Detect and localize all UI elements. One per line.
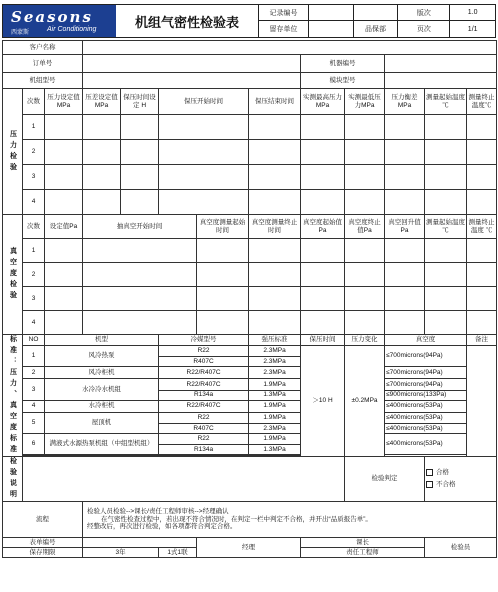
std-pressure: 1.9MPa — [249, 412, 301, 423]
std-pressure: 2.3MPa — [249, 367, 301, 379]
pass-option[interactable] — [426, 469, 495, 477]
std-remark[interactable] — [467, 346, 497, 457]
std-no: 3 — [23, 379, 45, 400]
std-model: 水冷冷水机组 — [45, 379, 159, 400]
page-value: 1/1 — [467, 25, 478, 33]
vacuum-row — [3, 311, 497, 335]
pressure-col-7: 实测最低压力MPa — [345, 89, 385, 115]
std-pressure: 1.9MPa — [249, 379, 301, 390]
info-row-model — [3, 73, 497, 89]
vacuum-col-6: 真空度终止值Pa — [345, 215, 385, 239]
std-refrigerant: R134a — [159, 390, 249, 400]
pressure-col-1: 压力设定值 MPa — [45, 89, 83, 115]
std-col-hold: 保压时间 — [301, 335, 345, 346]
vacuum-row — [3, 287, 497, 311]
logo-wordmark: Seasons — [11, 8, 93, 26]
std-refrigerant: R134a — [159, 445, 249, 455]
module-model-label: 模块型号 — [301, 73, 385, 89]
keep-unit-value: 品保部 — [354, 21, 399, 37]
standards-header-row — [3, 335, 497, 346]
fail-checkbox-icon[interactable] — [426, 481, 433, 488]
std-no: 2 — [23, 367, 45, 379]
form-no-label: 表单编号 — [3, 538, 83, 548]
keep-unit-label: 留存单位 — [259, 21, 309, 37]
std-no: 1 — [23, 346, 45, 367]
std-pressure: 1.9MPa — [249, 400, 301, 412]
std-refrigerant: R22 — [159, 433, 249, 444]
pressure-col-4: 保压开始时间 — [159, 89, 249, 115]
pressure-row — [3, 115, 497, 140]
fail-label: 不合格 — [436, 481, 456, 489]
std-refrigerant: R22/R407C — [159, 400, 249, 412]
std-vacuum: ≤900microns(133Pa) — [385, 390, 467, 400]
standards-row — [3, 367, 497, 379]
copies-value: 1式1联 — [159, 548, 197, 558]
standards-row — [3, 412, 497, 423]
std-vacuum: ≤400microns(53Pa) — [385, 400, 467, 412]
std-col-remark: 备注 — [467, 335, 497, 346]
flow-label: 流程 — [3, 502, 83, 538]
vacuum-col-8: 测量起始温度 ℃ — [425, 215, 467, 239]
remarks-row — [3, 457, 497, 502]
std-no: 6 — [23, 433, 45, 454]
std-col-no: NO — [23, 335, 45, 346]
std-model: 风冷柜机 — [45, 367, 159, 379]
std-vacuum: ≤700microns(94Pa) — [385, 367, 467, 379]
record-no-blank — [354, 5, 399, 21]
std-col-model: 机型 — [45, 335, 159, 346]
std-refrigerant: R407C — [159, 423, 249, 433]
customer-label: 客户名称 — [3, 41, 83, 55]
form-no-value — [83, 538, 197, 548]
std-refrigerant: R22/R407C — [159, 367, 249, 379]
std-hold-time: ＞10 H — [301, 346, 345, 457]
std-vacuum: ≤700microns(94Pa) — [385, 346, 467, 367]
remarks-field[interactable] — [23, 457, 345, 502]
company-logo — [3, 5, 116, 37]
pressure-row — [3, 140, 497, 165]
order-label: 订单号 — [3, 55, 83, 73]
inspector-label: 检验员 — [425, 538, 497, 558]
pressure-row-no: 3 — [23, 165, 45, 190]
vacuum-row-no: 2 — [23, 263, 45, 287]
flow-text — [83, 502, 497, 538]
header-meta — [259, 5, 495, 37]
flow-line-3: 经整改后，再次进行检验，如各项都符合判定合格。 — [87, 523, 237, 531]
pressure-row-no: 4 — [23, 190, 45, 215]
std-pressure: 2.3MPa — [249, 346, 301, 357]
std-vacuum: ≤400microns(53Pa) — [385, 423, 467, 433]
pass-label: 合格 — [436, 469, 450, 477]
inspection-table — [2, 40, 497, 558]
pressure-col-8: 压力衡差MPa — [385, 89, 425, 115]
pressure-col-6: 实测最高压力MPa — [301, 89, 345, 115]
remarks-section-label: 检验说明 — [3, 457, 23, 502]
std-pressure: 2.3MPa — [249, 423, 301, 433]
std-pressure: 1.3MPa — [249, 390, 301, 400]
std-refrigerant: R22 — [159, 346, 249, 357]
std-col-pressure: 强压标准 — [249, 335, 301, 346]
retention-value: 3年 — [83, 548, 159, 558]
std-pressure: 1.3MPa — [249, 445, 301, 455]
retention-label: 保存期限 — [3, 548, 83, 558]
pressure-col-2: 压差设定值 MPa — [83, 89, 121, 115]
vacuum-col-3: 真空度测量起始时间 — [197, 215, 249, 239]
vacuum-col-0: 次数 — [23, 215, 45, 239]
pressure-col-0: 次数 — [23, 89, 45, 115]
record-no-label: 记录编号 — [259, 5, 309, 21]
std-col-vacuum: 真空度 — [385, 335, 467, 346]
std-model: 满液式水源热泵机组（中组型机组） — [45, 433, 159, 454]
pressure-col-5: 保压结束时间 — [249, 89, 301, 115]
flow-line-1: 检验人员检验-->课长/责任工程师审核-->经理确认 — [87, 508, 229, 516]
keep-unit-blank — [309, 21, 354, 37]
vacuum-header-row — [3, 215, 497, 239]
std-pressure: 2.3MPa — [249, 357, 301, 367]
pressure-col-3: 保压时间设定 H — [121, 89, 159, 115]
flow-line-2: 在气密性检查过程中，若出现不符合情况时，在判定一栏中判定不合格，并开出“品质报告单”。 — [101, 515, 372, 523]
std-pressure-change: ±0.2MPa — [345, 346, 385, 457]
engineer-label: 责任工程师 — [301, 548, 425, 558]
info-row-order — [3, 55, 497, 73]
unit-model-label: 机组型号 — [3, 73, 83, 89]
pressure-row — [3, 165, 497, 190]
chief-label: 课长 — [301, 538, 425, 548]
pressure-header-row — [3, 89, 497, 115]
standards-row — [3, 400, 497, 412]
judge-options — [425, 457, 497, 502]
standards-row — [3, 379, 497, 390]
standards-row — [3, 346, 497, 357]
judge-label: 检验判定 — [345, 457, 425, 502]
pass-checkbox-icon[interactable] — [426, 469, 433, 476]
footer-row-1 — [3, 538, 497, 548]
std-model: 风冷热泵 — [45, 346, 159, 367]
std-model: 水冷柜机 — [45, 400, 159, 412]
fail-option[interactable] — [426, 481, 495, 489]
std-model: 屋顶机 — [45, 412, 159, 433]
logo-chinese: 西蒙斯 — [11, 30, 30, 36]
page-label: 页次 — [398, 21, 450, 37]
flow-row — [3, 502, 497, 538]
standards-row — [3, 433, 497, 444]
std-refrigerant: R22 — [159, 412, 249, 423]
module-model-field[interactable] — [385, 73, 497, 89]
pressure-col-10: 测量终止温度℃ — [467, 89, 497, 115]
version-label: 版次 — [398, 5, 450, 21]
standards-section-label: 标准：压力、真空度标准 — [3, 335, 23, 457]
pressure-row-no: 1 — [23, 115, 45, 140]
version-value: 1.0 — [450, 5, 495, 21]
record-no-value[interactable] — [309, 5, 354, 21]
pressure-row — [3, 190, 497, 215]
vacuum-row-no: 4 — [23, 311, 45, 335]
info-row-customer — [3, 41, 497, 55]
std-vacuum: ≤700microns(94Pa) — [385, 379, 467, 390]
pressure-col-9: 测量起始温度 ℃ — [425, 89, 467, 115]
vacuum-section-label: 真空度检验 — [3, 215, 23, 335]
vacuum-col-9: 测量终止温度 ℃ — [467, 215, 497, 239]
customer-field[interactable] — [83, 41, 497, 55]
manager-label: 经理 — [197, 538, 301, 558]
form-header — [2, 4, 496, 38]
logo-subtitle: Air Conditioning — [47, 26, 97, 33]
order-field[interactable] — [83, 55, 301, 73]
machine-no-field[interactable] — [385, 55, 497, 73]
std-no: 5 — [23, 412, 45, 433]
vacuum-col-5: 真空度起始值Pa — [301, 215, 345, 239]
vacuum-col-4: 真空度测量终止时间 — [249, 215, 301, 239]
vacuum-row — [3, 263, 497, 287]
std-col-change: 压力变化 — [345, 335, 385, 346]
std-refrigerant: R407C — [159, 357, 249, 367]
vacuum-col-7: 真空回升值Pa — [385, 215, 425, 239]
std-no: 4 — [23, 400, 45, 412]
form-title: 机组气密性检验表 — [116, 5, 259, 37]
pressure-section-label: 压力检验 — [3, 89, 23, 215]
vacuum-col-1: 设定值Pa — [45, 215, 83, 239]
vacuum-row-no: 3 — [23, 287, 45, 311]
pressure-row-no: 2 — [23, 140, 45, 165]
vacuum-row — [3, 239, 497, 263]
vacuum-col-2: 抽真空开始时间 — [83, 215, 197, 239]
machine-no-label: 机器编号 — [301, 55, 385, 73]
std-col-refrigerant: 冷媒型号 — [159, 335, 249, 346]
unit-model-field[interactable] — [83, 73, 301, 89]
std-refrigerant: R22/R407C — [159, 379, 249, 390]
std-vacuum: ≤400microns(53Pa) — [385, 433, 467, 454]
vacuum-row-no: 1 — [23, 239, 45, 263]
std-pressure: 1.9MPa — [249, 433, 301, 444]
std-vacuum: ≤400microns(53Pa) — [385, 412, 467, 423]
